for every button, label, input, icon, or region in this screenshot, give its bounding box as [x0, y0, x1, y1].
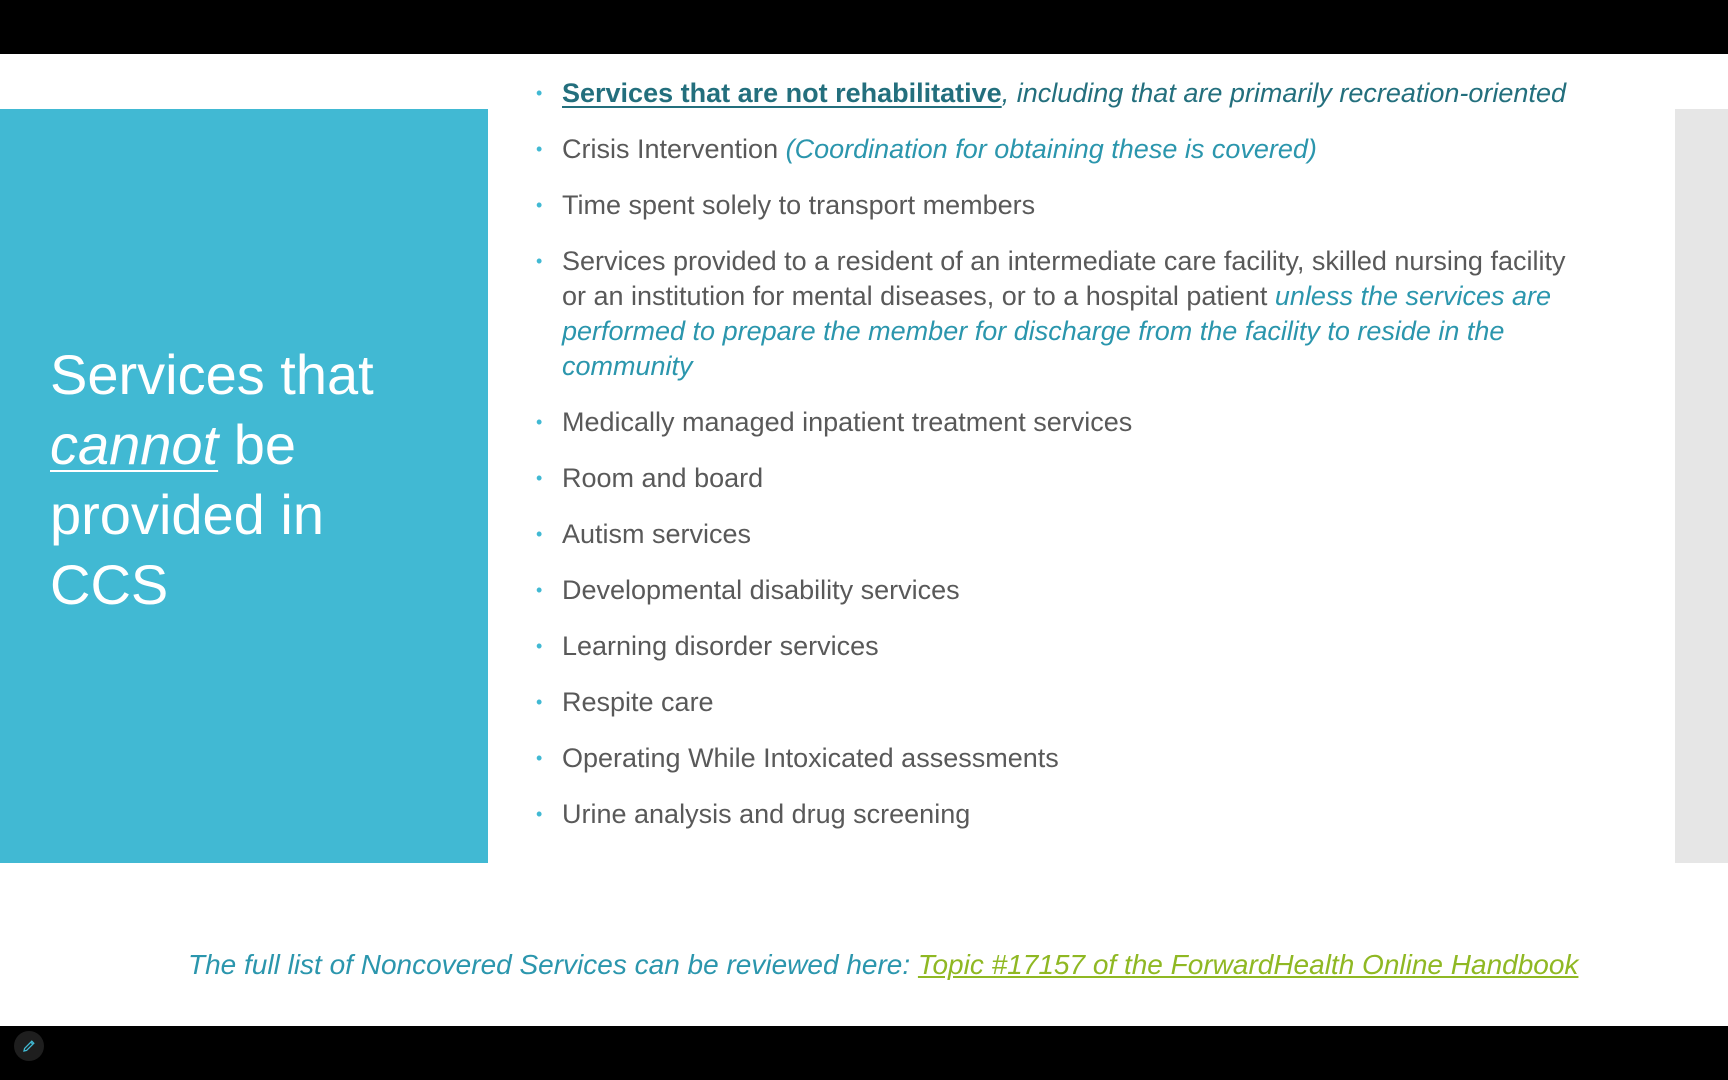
bullet-dot-icon: •	[536, 468, 543, 488]
bullet-dot-icon: •	[536, 83, 543, 103]
bullet-dot-icon: •	[536, 580, 543, 600]
bullet-tail: including that are primarily recreation-oriented	[1016, 78, 1566, 108]
title-after-emphasis: be	[218, 413, 296, 476]
bullet-dot-icon: •	[536, 195, 543, 215]
bullet-lead: Operating While Intoxicated assessments	[562, 743, 1059, 773]
bullet-item	[536, 629, 1596, 664]
bullet-dot-icon: •	[536, 748, 543, 768]
top-letterbox-bar	[0, 0, 1728, 54]
bullet-lead: Crisis Intervention	[562, 134, 786, 164]
bullet-separator: ,	[1001, 78, 1017, 108]
bullet-item	[536, 244, 1596, 384]
bullet-dot-icon: •	[536, 636, 543, 656]
bullet-tail: unless the services are performed to prepare the member for discharge from the facility to reside in the community	[562, 281, 1552, 381]
pencil-icon	[21, 1038, 37, 1054]
bullet-lead: Services provided to a resident of an intermediate care facility, skilled nursing facility or an institution for mental diseases, or to a hospital patient	[562, 246, 1566, 311]
bullet-item	[536, 573, 1596, 608]
bullet-dot-icon: •	[536, 251, 543, 271]
bullet-item	[536, 132, 1596, 167]
handbook-link[interactable]: Topic #17157 of the ForwardHealth Online Handbook	[917, 949, 1579, 980]
bullet-dot-icon: •	[536, 412, 543, 432]
bullet-lead: Respite care	[562, 687, 714, 717]
bullet-lead: Medically managed inpatient treatment services	[562, 407, 1133, 437]
title-line-1: Services that	[50, 343, 374, 406]
bottom-letterbox-bar	[0, 1026, 1728, 1080]
bullet-dot-icon: •	[536, 524, 543, 544]
title-line-2	[50, 410, 470, 480]
bullet-tail: (Coordination for obtaining these is covered)	[785, 134, 1317, 164]
edit-button[interactable]	[14, 1031, 44, 1061]
bullet-dot-icon: •	[536, 804, 543, 824]
bullet-lead: Services that are not rehabilitative	[562, 78, 1002, 108]
bullet-item	[536, 797, 1596, 832]
bullet-item	[536, 685, 1596, 720]
title-line-3: provided in	[50, 483, 324, 546]
bullet-item	[536, 741, 1596, 776]
bullet-lead: Autism services	[562, 519, 752, 549]
bullet-item	[536, 517, 1596, 552]
bullet-lead: Time spent solely to transport members	[562, 190, 1036, 220]
bullet-dot-icon: •	[536, 139, 543, 159]
bullet-lead: Developmental disability services	[562, 575, 960, 605]
bullet-item	[536, 461, 1596, 496]
title-emphasis: cannot	[50, 413, 219, 476]
title-line-4: CCS	[50, 553, 169, 616]
bullet-list	[536, 76, 1596, 853]
bullet-lead: Room and board	[562, 463, 764, 493]
bullet-dot-icon: •	[536, 692, 543, 712]
right-decor-strip	[1675, 109, 1728, 863]
bullet-item	[536, 405, 1596, 440]
bullet-item	[536, 188, 1596, 223]
bullet-lead: Urine analysis and drug screening	[562, 799, 971, 829]
bullet-lead: Learning disorder services	[562, 631, 879, 661]
footer-text: The full list of Noncovered Services can be reviewed here:	[188, 949, 918, 980]
bullet-item	[536, 76, 1596, 111]
slide-title	[50, 340, 470, 620]
footer-note	[188, 945, 1608, 985]
